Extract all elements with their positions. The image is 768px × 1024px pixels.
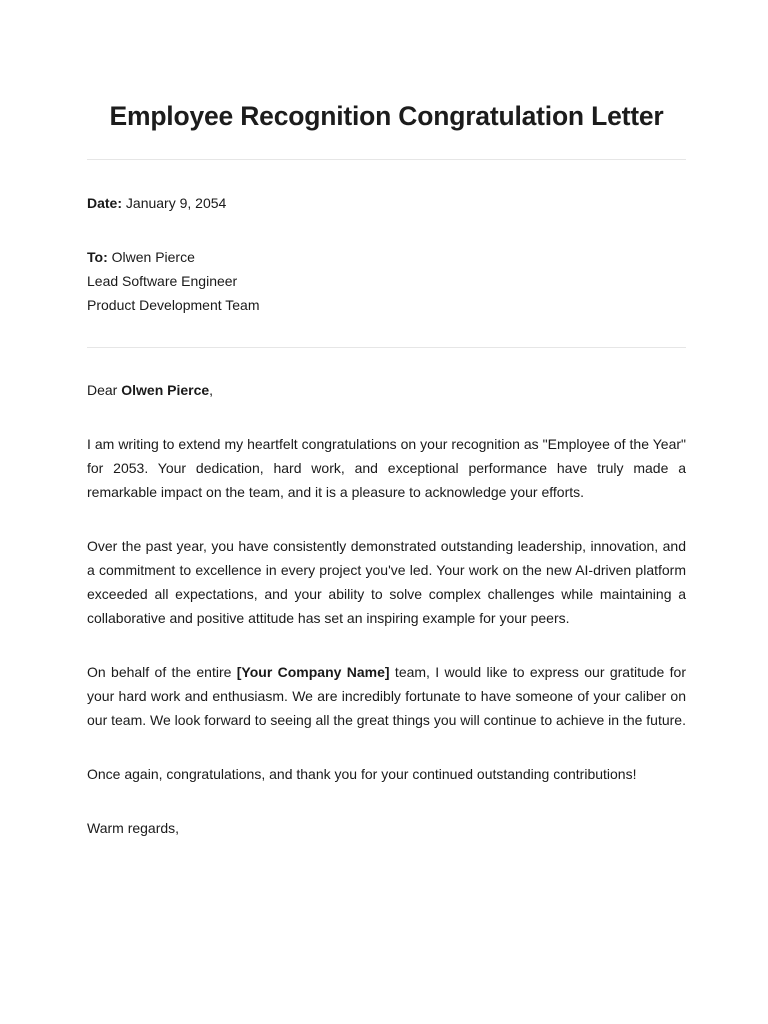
header-divider bbox=[87, 347, 686, 348]
closing-line: Warm regards, bbox=[87, 820, 180, 836]
paragraph-3-prefix: On behalf of the entire bbox=[87, 664, 237, 680]
greeting-name: Olwen Pierce bbox=[121, 382, 210, 398]
date-line bbox=[87, 191, 686, 215]
greeting-suffix: , bbox=[209, 382, 214, 398]
letter-title: Employee Recognition Congratulation Letter bbox=[109, 101, 664, 131]
body-paragraph-2: Over the past year, you have consistently demonstrated outstanding leadership, innovation, and a commitment to excellence in every project you've led. Your work on the new AI-driven platform exceeded all expectations, and your ability to solve complex challenges while maintaining a collaborative and positive attitude has set an inspiring example for your peers. bbox=[87, 538, 686, 626]
date-value: January 9, 2054 bbox=[125, 195, 227, 211]
body-paragraph-4: Once again, congratulations, and thank you for your continued outstanding contributions! bbox=[87, 766, 637, 782]
recipient-name-line bbox=[87, 245, 686, 269]
body-paragraph-1: I am writing to extend my heartfelt congratulations on your recognition as "Employee of the Year" for 2053. Your dedication, hard work, and exceptional performance have truly made a remarkable impact on the team, and it is a pleasure to acknowledge your efforts. bbox=[87, 436, 686, 500]
body-paragraph-3 bbox=[87, 660, 686, 732]
recipient-block bbox=[87, 245, 686, 317]
recipient-team: Product Development Team bbox=[87, 297, 260, 313]
greeting bbox=[87, 378, 686, 402]
paragraph-3-suffix: team, I would like to express our gratitude for your hard work and enthusiasm. We are incredibly fortunate to have someone of your caliber on our team. We look forward to seeing all the great things you will continue to achieve in the future. bbox=[87, 664, 687, 728]
greeting-prefix: Dear bbox=[87, 382, 122, 398]
recipient-title: Lead Software Engineer bbox=[87, 273, 238, 289]
date-label: Date: bbox=[87, 195, 123, 211]
title-divider bbox=[87, 159, 686, 160]
recipient-name: Olwen Pierce bbox=[111, 249, 195, 265]
company-name-placeholder: [Your Company Name] bbox=[236, 664, 390, 680]
to-label: To: bbox=[87, 249, 108, 265]
